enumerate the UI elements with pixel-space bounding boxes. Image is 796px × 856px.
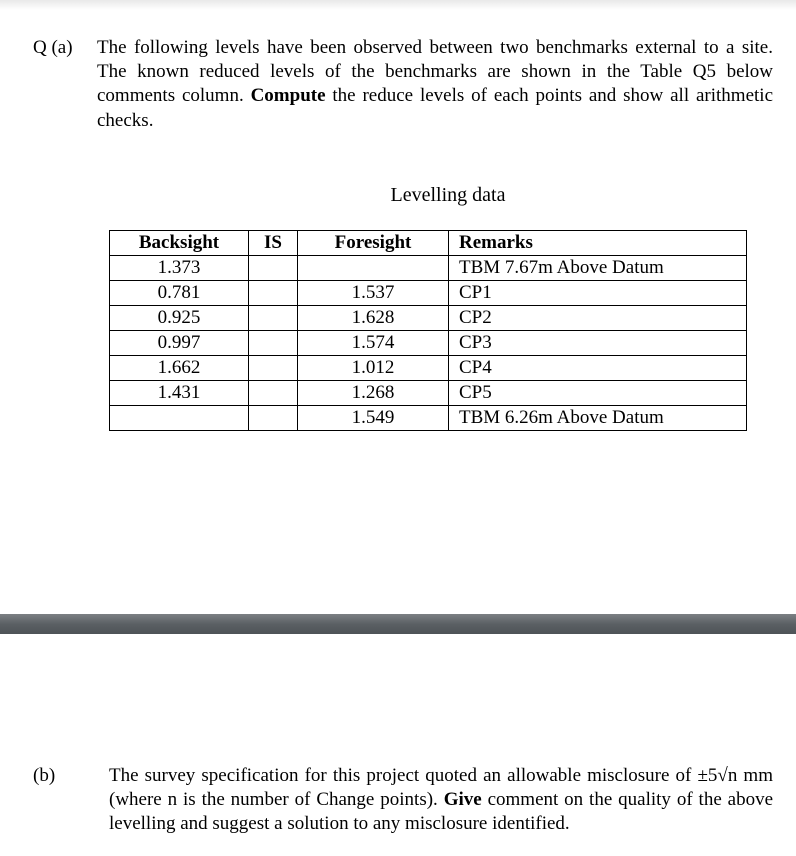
table-header-row (110, 231, 747, 256)
question-b-text-part1: The survey specification for this project quoted an allowable misclosure of ±5√n mm (where n is the number of Change points). (109, 765, 773, 811)
header-remarks: Remarks (449, 231, 747, 256)
table-row (110, 281, 747, 306)
header-foresight: Foresight (298, 231, 449, 256)
cell-foresight: 1.574 (298, 331, 449, 356)
cell-foresight: 1.012 (298, 356, 449, 381)
cell-is (249, 381, 298, 406)
cell-is (249, 256, 298, 281)
cell-backsight: 1.373 (110, 256, 249, 281)
cell-foresight: 1.537 (298, 281, 449, 306)
cell-backsight: 1.662 (110, 356, 249, 381)
cell-backsight (110, 406, 249, 431)
table-row (110, 331, 747, 356)
header-is: IS (249, 231, 298, 256)
question-a-label: Q (a) (33, 37, 73, 58)
question-b-emphasis: Give (443, 789, 482, 811)
question-a-text-part1: The following levels have been observed between two benchmarks external to a site. The known reduced levels of the benchmarks are shown in the Table Q5 below comments column. (97, 37, 773, 107)
cell-remarks: CP5 (449, 381, 747, 406)
cell-foresight: 1.268 (298, 381, 449, 406)
cell-is (249, 406, 298, 431)
table-row (110, 406, 747, 431)
table-row (110, 356, 747, 381)
table-row (110, 256, 747, 281)
question-a-emphasis: Compute (250, 85, 326, 107)
cell-is (249, 331, 298, 356)
question-b-text (109, 764, 773, 837)
cell-remarks: CP1 (449, 281, 747, 306)
cell-remarks: CP2 (449, 306, 747, 331)
cell-foresight (298, 256, 449, 281)
question-a-text (97, 36, 773, 133)
cell-remarks: TBM 7.67m Above Datum (449, 256, 747, 281)
cell-backsight: 0.997 (110, 331, 249, 356)
cell-is (249, 281, 298, 306)
cell-remarks: CP3 (449, 331, 747, 356)
levelling-table (109, 230, 747, 431)
question-b-label: (b) (33, 765, 56, 786)
question-b-text-part2: comment on the quality of the above levelling and suggest a solution to any misclosure identified. (109, 789, 774, 835)
cell-is (249, 356, 298, 381)
table-row (110, 306, 747, 331)
cell-is (249, 306, 298, 331)
table-caption: Levelling data (390, 184, 506, 206)
cell-backsight: 0.925 (110, 306, 249, 331)
header-backsight: Backsight (110, 231, 249, 256)
cell-foresight: 1.549 (298, 406, 449, 431)
question-a-text-part2: the reduce levels of each points and show all arithmetic checks. (97, 85, 773, 131)
table-row (110, 381, 747, 406)
page-separator (0, 614, 796, 634)
cell-foresight: 1.628 (298, 306, 449, 331)
cell-backsight: 1.431 (110, 381, 249, 406)
cell-remarks: TBM 6.26m Above Datum (449, 406, 747, 431)
cell-remarks: CP4 (449, 356, 747, 381)
cell-backsight: 0.781 (110, 281, 249, 306)
